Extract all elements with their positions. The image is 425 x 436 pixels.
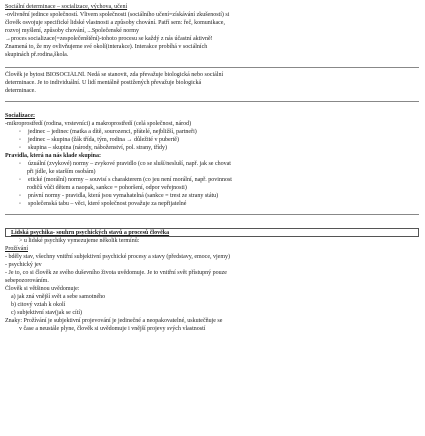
text-line: > u lidské psychiky vymezujeme několik termínů: <box>19 238 140 244</box>
text-line: -ovlivnění jedince společností. Vlivem společnosti (sociálního učení=získávání zkušeností) si <box>5 12 230 18</box>
section-title: Sociální determinace – socializace, výchova, učení <box>5 4 128 10</box>
text-line: determinace. Je to individuální. U lidí mentálně postižených převažuje biologická <box>5 80 202 86</box>
rules-title: Pravidla, která na nás klade skupina: <box>5 153 102 159</box>
list-item: ◦ právní normy - pravidla, která jsou vymahatelná (sankce = trest ze strany státu) <box>5 192 419 200</box>
intro-line: -mikroprostředí (rodina, vrstevníci) a makroprostředí (celá společnost, národ) <box>5 121 192 127</box>
list-item: ◦ etické (morální) normy – souvisí s charakterem (co jeu není morální, např. povinnost <box>5 176 419 184</box>
list-item: a) jak zná vnější svět a sebe samotného <box>11 294 106 300</box>
list-item-continuation: při jídle, ke starším osobám) <box>27 169 96 175</box>
text-line: determinace. <box>5 88 36 94</box>
section-title: Socializace: <box>5 113 35 119</box>
text-line: Člověk si většinou uvědomuje: <box>5 286 80 292</box>
term-heading: Prožívání <box>5 246 28 252</box>
text-line: - Je to, co si člověk ze svého duševního života uvědomuje. Je to vnitřní svět přístupný pouze <box>5 270 227 276</box>
section-socialization <box>5 112 419 208</box>
text-line: sebepozorováním. <box>5 278 49 284</box>
list-item: c) subjektivní stav(jak se cítí) <box>11 310 82 316</box>
list-item: ◦ úzuální (zvykové) normy – zvykové pravidlo (co se sluší/nesluší, např. jak se chovat <box>5 160 419 168</box>
text-line: Znaky: Prožívání je subjektivní projevování je jedinečné a neopakovatelné, uskutečňuje se <box>5 318 223 324</box>
divider <box>5 101 419 102</box>
section-human-psyche <box>5 229 419 333</box>
divider <box>5 214 419 215</box>
divider <box>5 67 419 68</box>
list-item: ◦ společenská tabu – věci, které společnost považuje za nepřijatelné <box>5 200 419 208</box>
list-item: ◦ skupina – skupina (národy, náboženství, pol. strany, třídy) <box>5 144 419 152</box>
text-line: Znamená to, že my ovlivňujeme své okolí(interakce). Interakce probíhá v sociálních <box>5 44 208 50</box>
text-line: - bděly stav, všechny vnitřní subjektivní psychické procesy a stavy (představy, emoce, vjemy) <box>5 254 230 260</box>
list-item: b) citový vztah k okolí <box>11 302 66 308</box>
text-line: člověk osvojuje specifické lidské vlastnosti a způsoby chování. Patří sem: řeč, komunikace, <box>5 20 225 26</box>
section-biosocial <box>5 71 419 95</box>
list-item-continuation: rodičů vůči dětem a naopak, sankce = pohoršení, odpor veřejnosti) <box>27 185 187 191</box>
section-social-determination <box>5 3 419 59</box>
list-item: ◦ jedinec – jedinec (matka a dítě, sourozenci, přátelé, nejbližší, partneři) <box>5 128 419 136</box>
text-line: Člověk je bytost BIOSOCIÁLNÍ. Nedá se stanovit, zda převažuje biologická nebo sociální <box>5 72 224 78</box>
text-line: skupinách př.rodina,škola. <box>5 52 69 58</box>
text-line: v čase a neustále plyne, člověk si uvědomuje i vnější projevy svých vlastností <box>19 326 206 332</box>
text-line: - psychický jev <box>5 262 42 268</box>
text-line: →proces socializace(=zespolečenštění)-tohoto procesu se každý z nás účastní aktivně! <box>5 36 213 42</box>
section-header: Lidská psychika- souhrn psychických stavů a procesů člověka <box>11 230 170 236</box>
text-line: rozvoj myšlení, způsoby chování, ...Společenské normy <box>5 28 139 34</box>
list-item: ◦ jedinec – skupina (žák třída, tým, rodina → důležité v pubertě) <box>5 136 419 144</box>
